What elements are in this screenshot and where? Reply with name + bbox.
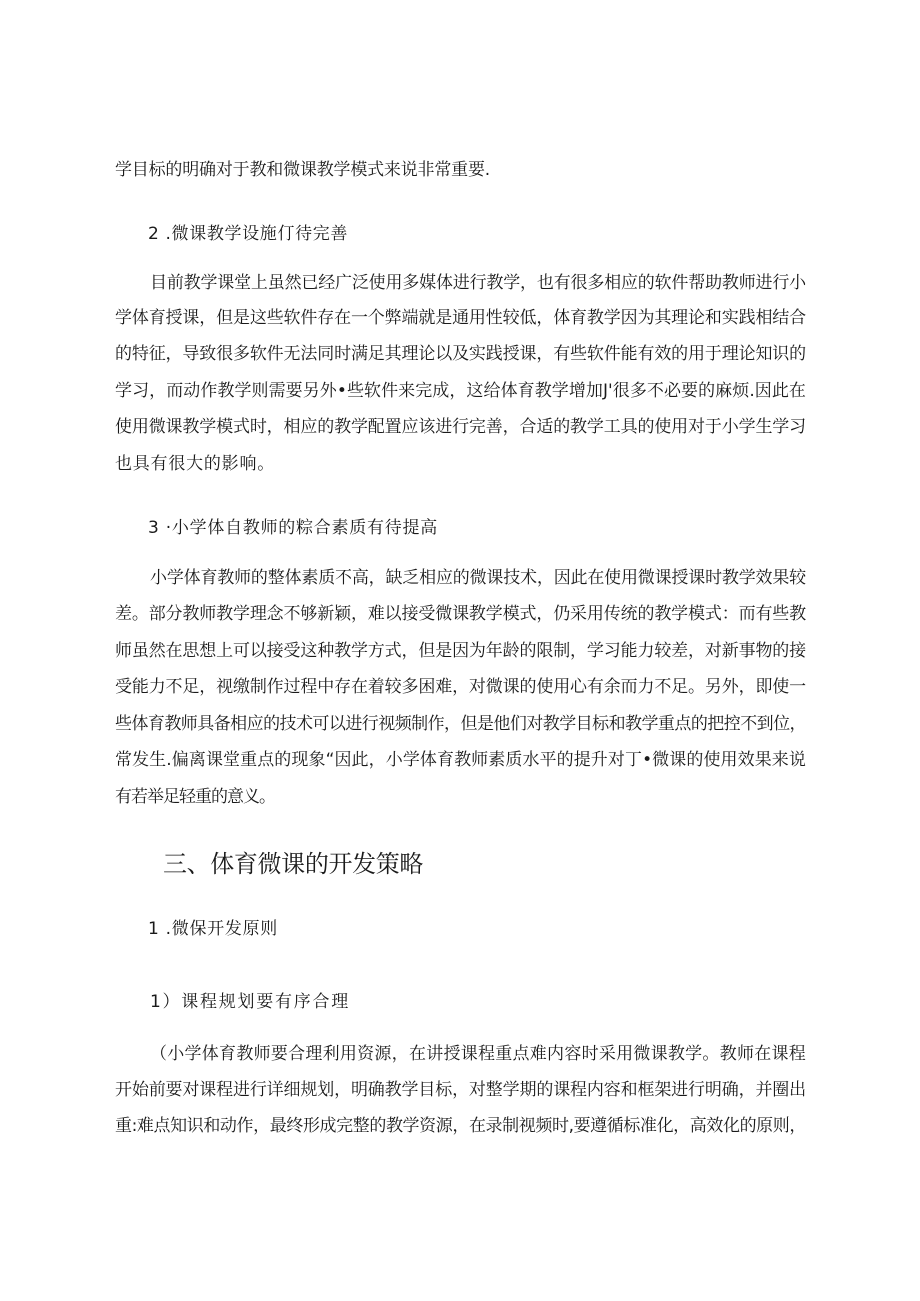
paragraph-line: 目前教学课堂上虽然已经广泛使用多媒体进行教学，也有很多相应的软件帮助教师进行小 — [150, 273, 806, 293]
paragraph-line: 学习，而动作教学则需要另外•些软件来完成，这给体育教学增加J'很多不必要的麻烦.因此在 — [115, 381, 806, 401]
paragraph-line: 有若举足轻重的意义。 — [115, 787, 275, 807]
paragraph-line: 学目标的明确对于教和微课教学模式来说非常重要. — [115, 160, 490, 180]
paragraph-line: 些体育教师具备相应的技术可以进行视频制作，但是他们对教学目标和教学重点的把控不到位， — [115, 714, 806, 734]
paragraph-line: 的特征，导致很多软件无法同时满足其理论以及实践授课，有些软件能有效的用于理论知识的 — [115, 344, 806, 364]
paragraph-line: 受能力不足，视缴制作过程中存在着较多困难，对微课的使用心有余而力不足。另外，即使一 — [115, 677, 806, 697]
paragraph-line: （小学体育教师要合理利用资源，在讲授课程重点难内容时采用微课教学。教师在课程 — [150, 1044, 806, 1064]
paragraph-line: 常发生.偏离课堂重点的现象“因此，小学体育教师素质水平的提升对丁•微课的使用效果来说 — [115, 750, 806, 770]
paragraph-line: 师虽然在思想上可以接受这种教学方式，但是因为年龄的限制，学习能力较差，对新事物的接 — [115, 641, 806, 661]
section-heading: 1 .微保开发原则 — [148, 919, 278, 939]
paragraph-line: 学体育授课，但是这些软件存在一个弊端就是通用性较低，体育教学因为其理论和实践相结合 — [115, 308, 806, 328]
paragraph-line: 差。部分教师教学理念不够新颖，难以接受微课教学模式，仍采用传统的教学模式：而有些教 — [115, 604, 806, 624]
paragraph-line: 开始前要对课程进行详细规划，明确教学目标，对整学期的课程内容和框架进行明确，并圈出 — [115, 1080, 806, 1100]
paragraph-line: 使用微课教学模式时，相应的教学配置应该进行完善，合适的教学工具的使用对于小学生学习 — [115, 417, 806, 437]
chapter-heading: 三、体育微课的开发策略 — [163, 850, 423, 878]
paragraph-line: 重:难点知识和动作，最终形成完整的教学资源，在录制视频时,要遵循标准化，高效化的原则， — [115, 1116, 806, 1136]
subsection-heading: 1）课程规划要有序合理 — [150, 992, 350, 1012]
section-heading: 3 ·小学体自教师的粽合素质有待提高 — [148, 518, 438, 538]
section-heading: 2 .微课教学设施仃待完善 — [148, 224, 348, 244]
paragraph-line: 小学体育教师的整体素质不高，缺乏相应的微课技术，因此在使用微课授课时教学效果较 — [150, 568, 806, 588]
paragraph-line: 也具有很大的影响。 — [115, 454, 275, 474]
